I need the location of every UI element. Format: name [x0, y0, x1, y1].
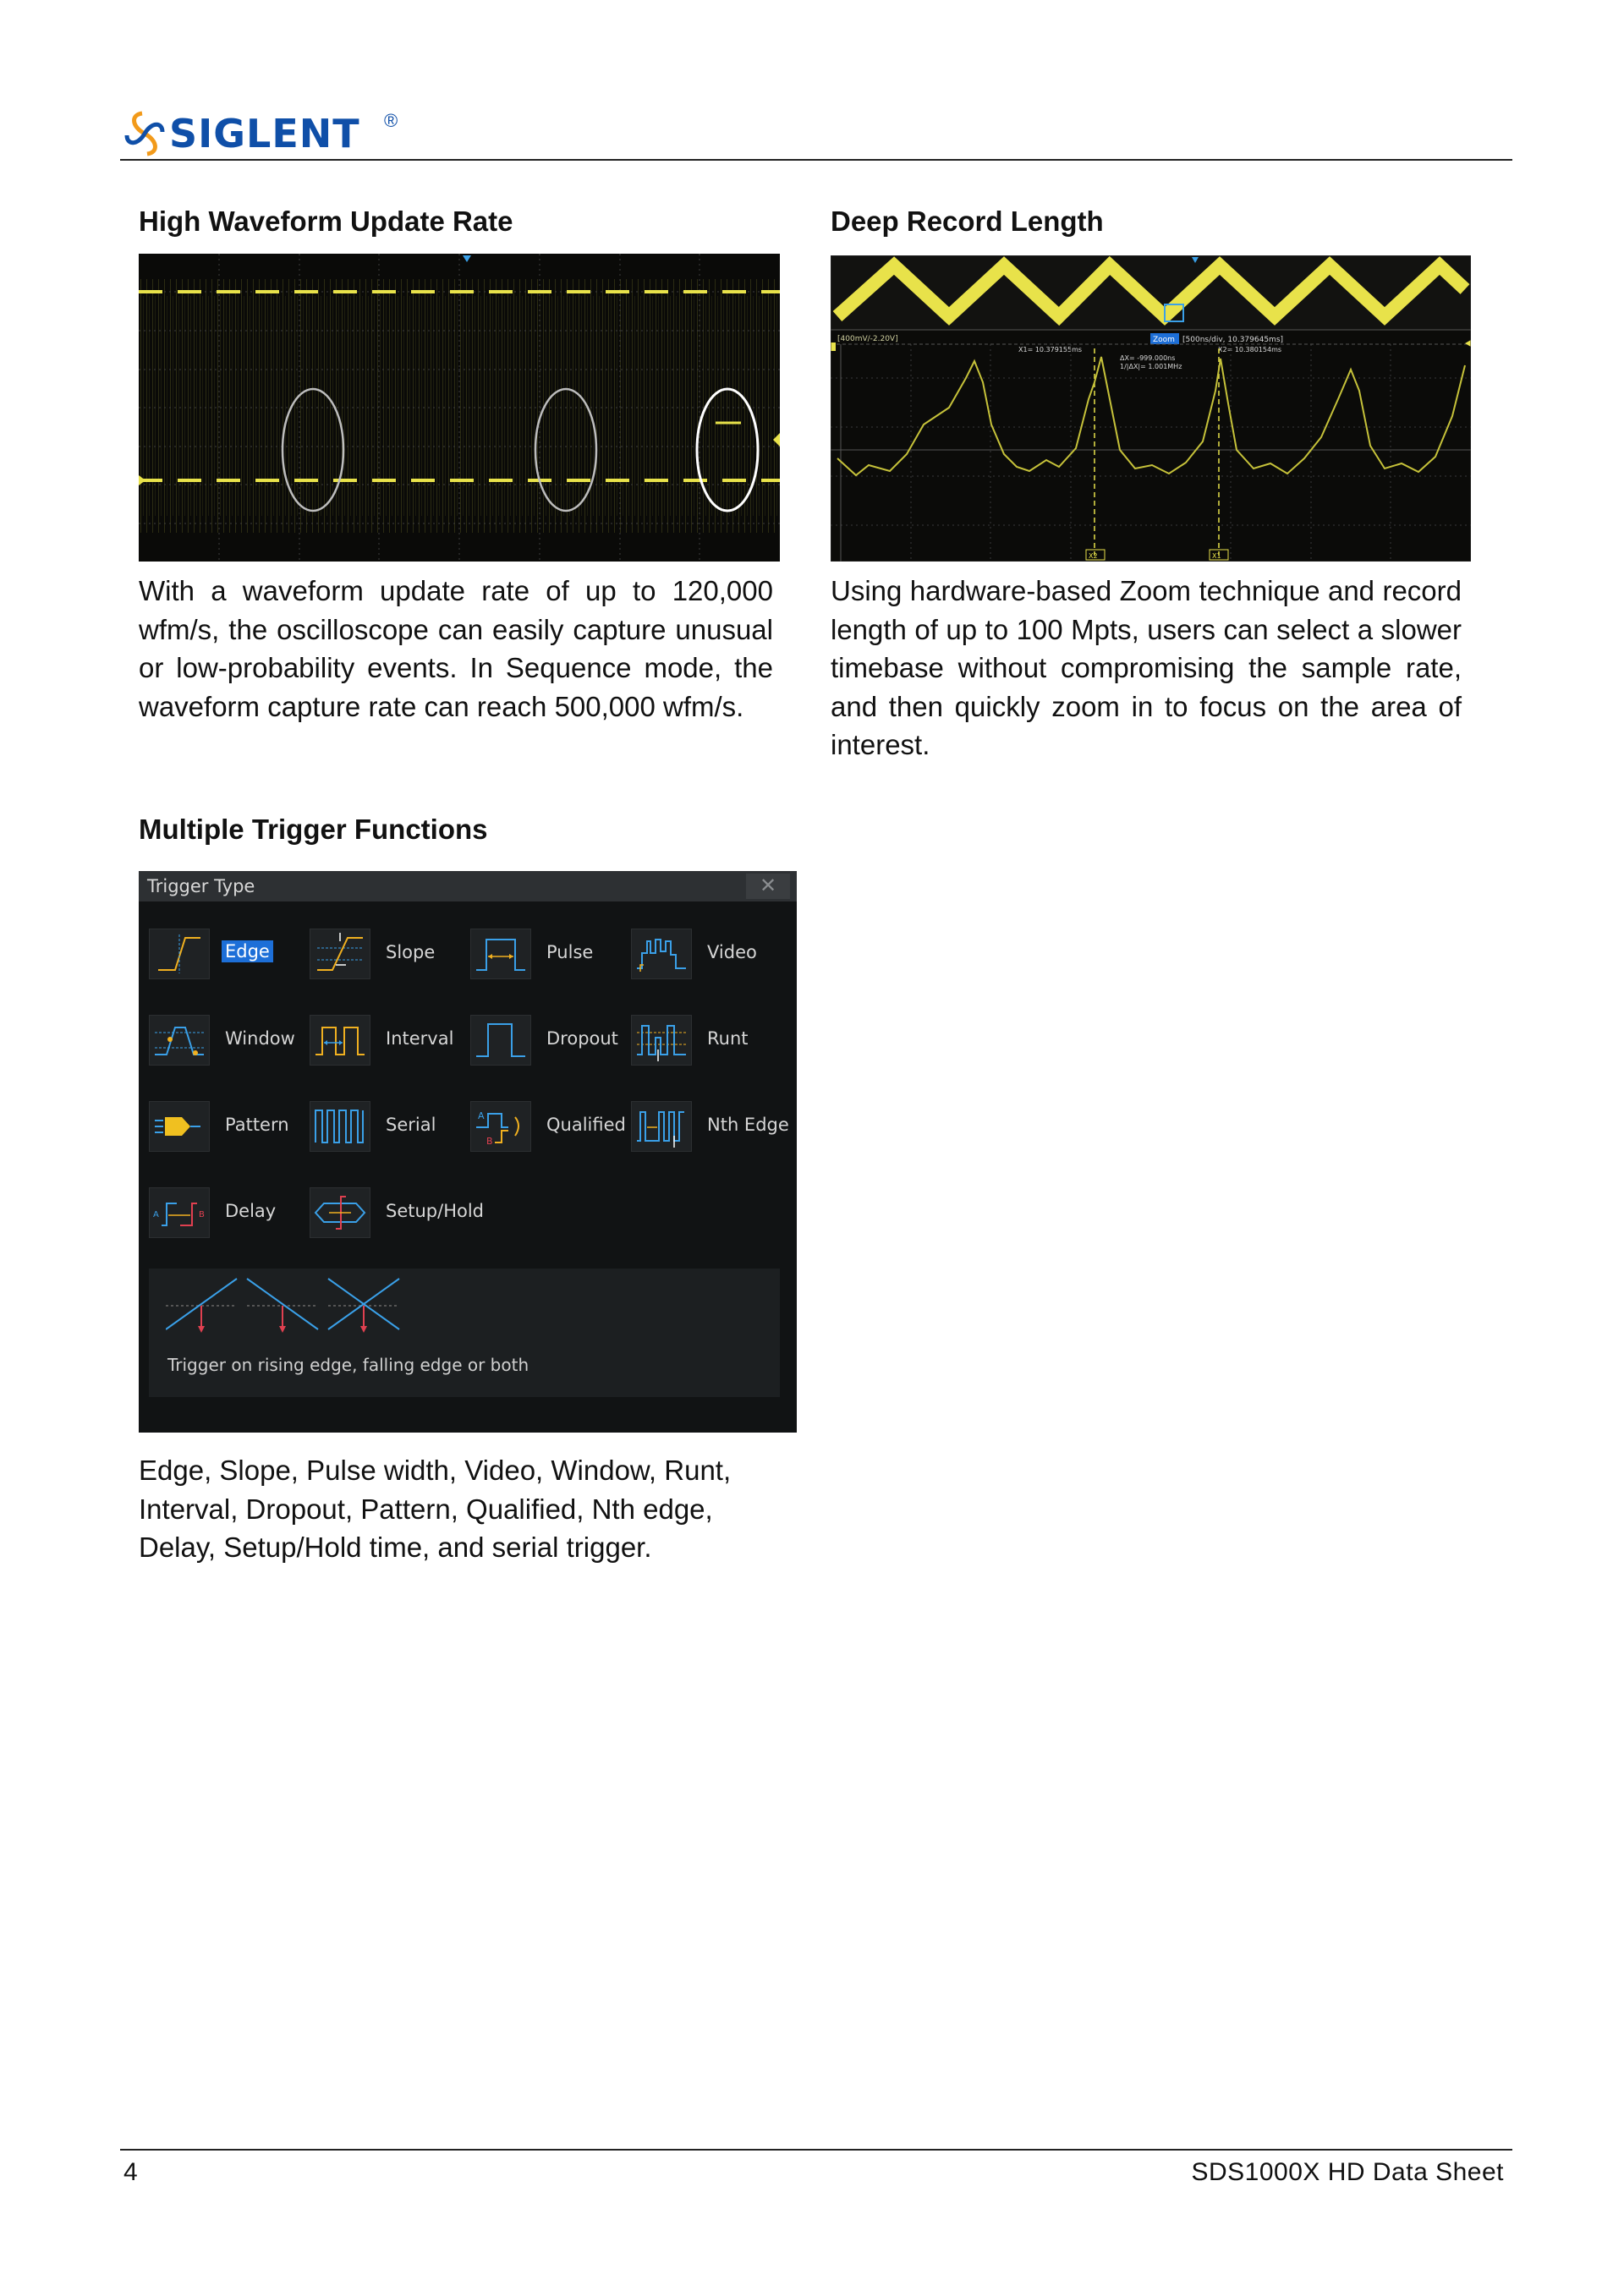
- delay-trigger-icon: [149, 1187, 210, 1238]
- trigger-option-serial[interactable]: [310, 1094, 470, 1153]
- trigger-panel-titlebar: [139, 871, 797, 901]
- zoom-badge: Zoom: [1153, 336, 1175, 344]
- trigger-heading: Multiple Trigger Functions: [139, 814, 488, 845]
- record-length-text: Using hardware-based Zoom technique and record length of up to 100 Mpts, users can select a slower timebase without compromising the sample rate, and then quickly zoom in to focus on the area of interest.: [831, 575, 1462, 760]
- trigger-type-panel: [139, 871, 797, 1433]
- trigger-option-pattern[interactable]: [149, 1094, 310, 1153]
- interval-trigger-icon: [310, 1015, 370, 1066]
- svg-text:B: B: [199, 1210, 205, 1219]
- svg-text:A: A: [478, 1110, 485, 1121]
- trigger-text: Edge, Slope, Pulse width, Video, Window, Runt, Interval, Dropout, Pattern, Qualified, Nth edge, Delay, Setup/Hold time, and serial trigger.: [139, 1455, 732, 1563]
- close-icon[interactable]: ✕: [746, 874, 790, 899]
- trigger-label: Nth Edge: [707, 1115, 789, 1135]
- serial-trigger-icon: [310, 1101, 370, 1152]
- cursor-x2-tag: X2: [1089, 552, 1098, 560]
- trigger-description-box: [149, 1269, 780, 1397]
- trigger-option-dropout[interactable]: [470, 1008, 631, 1067]
- trigger-option-runt[interactable]: [631, 1008, 792, 1067]
- header-rule: [120, 159, 1512, 161]
- slope-trigger-icon: [310, 929, 370, 979]
- edge-types-icon: [166, 1272, 420, 1340]
- qualified-trigger-icon: [470, 1101, 531, 1152]
- trigger-option-delay[interactable]: [149, 1181, 310, 1240]
- scale-label: [400mV/-2.20V]: [837, 335, 898, 343]
- dropout-trigger-icon: [470, 1015, 531, 1066]
- freq-readout: 1/|ΔX|= 1.001MHz: [1120, 363, 1182, 370]
- registered-mark: ®: [384, 110, 398, 131]
- svg-text:B: B: [486, 1136, 493, 1147]
- dx-readout: ΔX= -999.000ns: [1120, 354, 1176, 362]
- setup-hold-trigger-icon: [310, 1187, 370, 1238]
- trigger-label: Video: [707, 942, 757, 962]
- brand-name: SIGLENT: [169, 111, 360, 156]
- trigger-panel-title: Trigger Type: [147, 876, 255, 896]
- nth-edge-trigger-icon: [631, 1101, 692, 1152]
- video-trigger-icon: [631, 929, 692, 979]
- trigger-label: Edge: [222, 940, 273, 962]
- trigger-label: Window: [225, 1028, 295, 1049]
- trigger-label: Delay: [225, 1201, 277, 1221]
- trigger-label: Interval: [386, 1028, 454, 1049]
- trigger-label: Serial: [386, 1115, 436, 1135]
- trigger-label: Pulse: [546, 942, 594, 962]
- update-rate-screenshot: [139, 254, 780, 562]
- trigger-label: Dropout: [546, 1028, 618, 1049]
- zoom-timebase: [500ns/div, 10.379645ms]: [1182, 336, 1284, 344]
- trigger-label: Qualified: [546, 1115, 626, 1135]
- x2-readout: X2= 10.380154ms: [1218, 346, 1282, 353]
- cursor-x1-tag: X1: [1212, 552, 1221, 560]
- siglent-swirl-icon: [123, 110, 166, 157]
- pattern-trigger-icon: [149, 1101, 210, 1152]
- trigger-option-setup-hold[interactable]: [310, 1181, 485, 1240]
- pulse-trigger-icon: [470, 929, 531, 979]
- page-number: 4: [123, 2158, 138, 2186]
- trigger-label: Slope: [386, 942, 436, 962]
- doc-title: SDS1000X HD Data Sheet: [1191, 2158, 1504, 2186]
- x1-readout: X1= 10.379155ms: [1018, 346, 1083, 353]
- trigger-label: Runt: [707, 1028, 749, 1049]
- trigger-description: Trigger on rising edge, falling edge or both: [167, 1355, 529, 1375]
- record-length-heading: Deep Record Length: [831, 205, 1104, 237]
- trigger-option-edge[interactable]: [149, 922, 310, 981]
- footer-rule: [120, 2149, 1512, 2151]
- siglent-logo: [123, 108, 411, 159]
- trigger-label: Setup/Hold: [386, 1201, 485, 1221]
- trigger-option-window[interactable]: [149, 1008, 310, 1067]
- window-trigger-icon: [149, 1015, 210, 1066]
- trigger-option-qualified[interactable]: [470, 1094, 631, 1153]
- update-rate-heading: High Waveform Update Rate: [139, 205, 513, 237]
- trigger-option-interval[interactable]: [310, 1008, 470, 1067]
- trigger-option-video[interactable]: [631, 922, 792, 981]
- trigger-label: Pattern: [225, 1115, 289, 1135]
- update-rate-text: With a waveform update rate of up to 120,000 wfm/s, the oscilloscope can easily capture unusual or low-probability events. In Sequence mode, the waveform capture rate can reach 500,000 wfm/s.: [139, 575, 773, 722]
- svg-text:A: A: [153, 1210, 159, 1219]
- trigger-option-pulse[interactable]: [470, 922, 631, 981]
- edge-trigger-icon: [149, 929, 210, 979]
- trigger-option-slope[interactable]: [310, 922, 470, 981]
- runt-trigger-icon: [631, 1015, 692, 1066]
- trigger-option-nth-edge[interactable]: [631, 1094, 792, 1153]
- record-length-screenshot: [831, 255, 1471, 562]
